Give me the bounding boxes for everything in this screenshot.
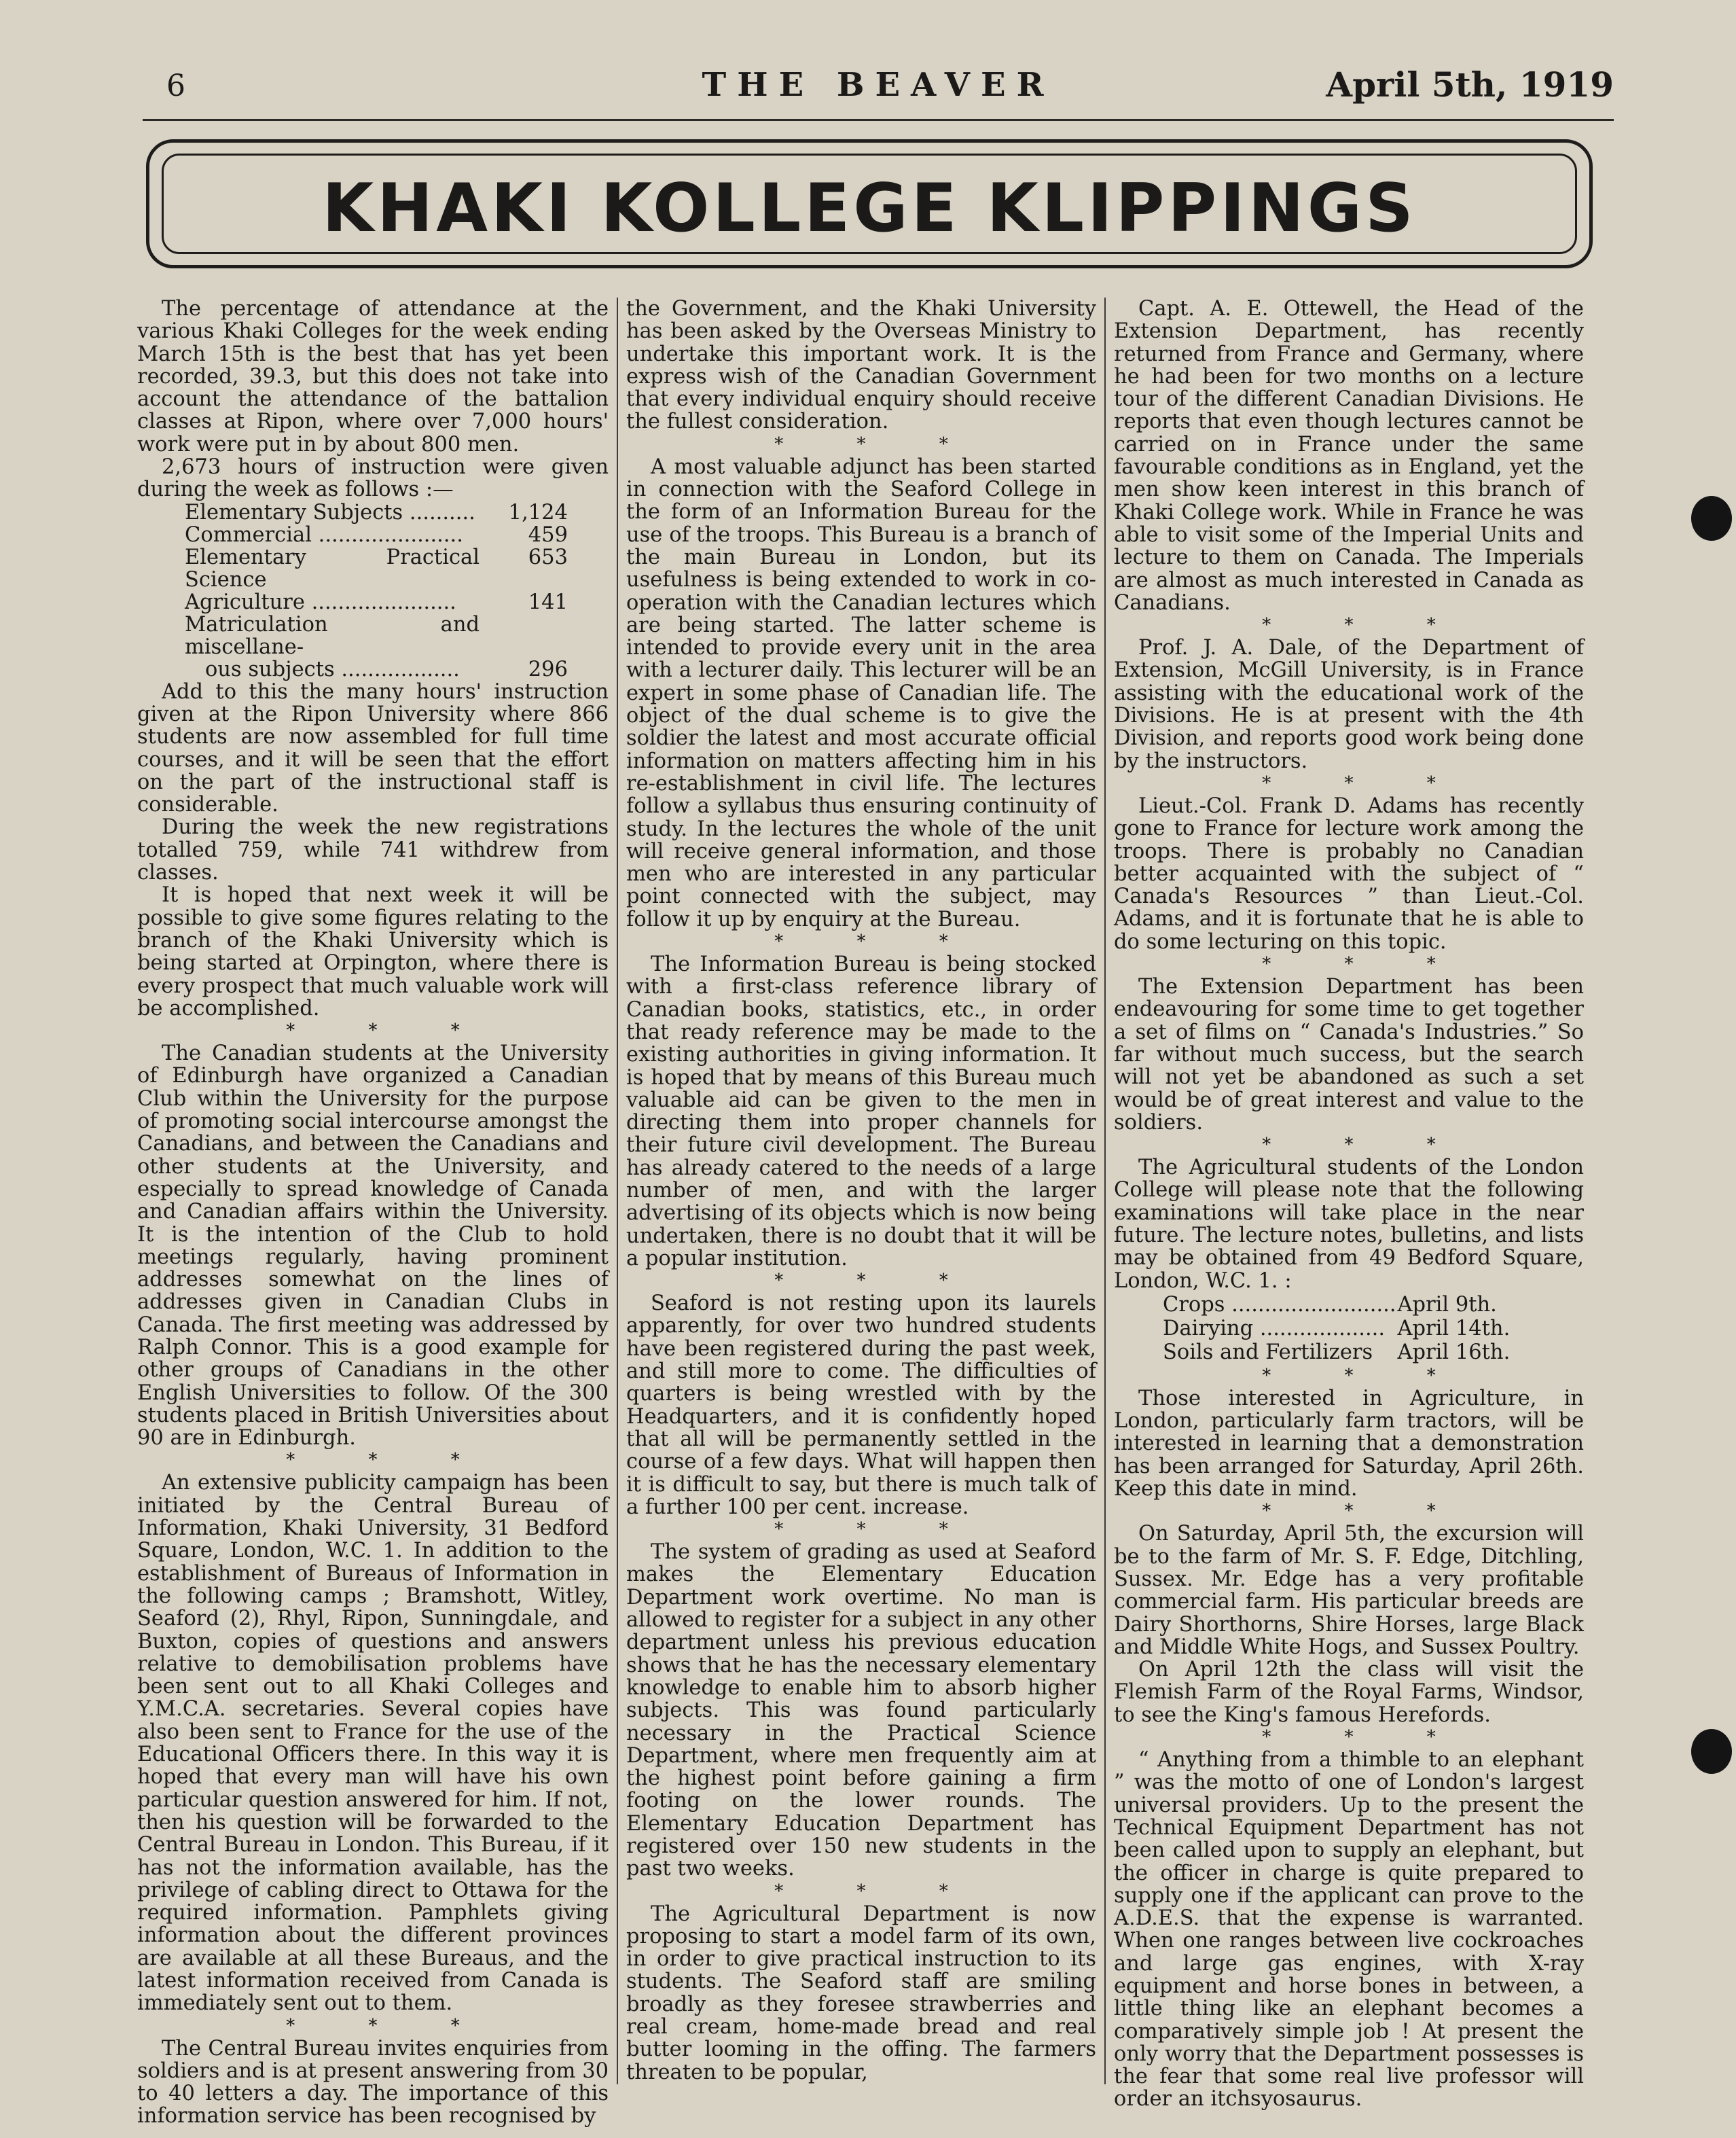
section-separator: * * *: [286, 1020, 494, 1041]
section-separator: * * *: [1262, 1727, 1470, 1748]
section-separator: * * *: [1262, 772, 1470, 794]
paragraph: A most valuable adjunct has been started in connection with the Seaford College in the form of an Information Bureau for the use of the troops. This Bureau is a branch of the main Bureau in London, but its usefulness is being extended to work in co-operation with the Canadian lectures which are being started. The latter scheme is intended to provide every unit in the area with a lecturer daily. This lecturer will be an expert in some phase of Canadian life. The object of the dual scheme is to give the soldier the latest and most accurate official information on matters affecting him in his re-establishment in civil life. The lectures follow a syllabus thus ensuring continuity of study. In the lectures the whole of the unit will receive general information, and those men who are interested in any particular point connected with the subject, may follow it up by enquiry at the Bureau.: [626, 455, 1096, 931]
paragraph: “ Anything from a thimble to an elephant ” was the motto of one of London's largest universal providers. Up to the present the Technical Equipment Department has not been called upon to supply an elephant, but the officer in charge is quite prepared to supply one if the applicant can prove to the A.D.E.S. that the expense is warranted. When one ranges between live cockroaches and large gas engines, with X-ray equipment and horse bones in between, a little thing like an elephant becomes a comparatively simple job ! At present the only worry that the Department possesses is the fear that some real live professor will order an itchsyosaurus.: [1114, 1748, 1584, 2112]
section-separator: * * *: [286, 1450, 494, 1471]
hours-table: [137, 501, 609, 681]
paragraph: The Information Bureau is being stocked with a first-class reference library of Canadian books, statistics, etc., in order that ready reference may be made to the existing authorities in giving information. It is hoped that by means of this Bureau much valuable aid can be given to the men in directing them into proper channels for their future civil development. The Bureau has already catered to the needs of a large number of men, and with the larger advertising of its objects which is now being undertaken, there is no doubt that it will be a popular institution.: [626, 952, 1096, 1270]
paragraph: An extensive publicity campaign has been initiated by the Central Bureau of Information, Khaki University, 31 Bedford Square, London, W.C. 1. In addition to the establishment of Bureaus of Information in the following camps ; Bramshott, Witley, Seaford (2), Rhyl, Ripon, Sunningdale, and Buxton, copies of questions and answers relative to demobilisation problems have been sent out to all Khaki Colleges and Y.M.C.A. secretaries. Several copies have also been sent to France for the use of the Educational Officers there. In this way it is hoped that every man will have his own particular question answered for him. If not, then his question will be forwarded to the Central Bureau in London. This Bureau, if it has not the information available, has the privilege of cabling direct to Ottawa for the required information. Pamphlets giving information about the different provinces are available at all these Bureaus, and the latest information received from Canada is immediately sent out to them.: [137, 1471, 609, 2016]
table-row: [137, 613, 609, 658]
subject-cell: Elementary Subjects ..........: [185, 500, 475, 524]
paragraph: Those interested in Agriculture, in London, particularly farm tractors, will be interested in learning that a demonstration has been arranged for Saturday, April 26th. Keep this date in mind.: [1114, 1386, 1584, 1501]
binder-hole-bottom: [1691, 1729, 1732, 1774]
paragraph: The percentage of attendance at the various Khaki Colleges for the week ending March 15th is the best that has yet been recorded, 39.3, but this does not take into account the attendance of the battalion classes at Ripon, where over 7,000 hours' work were put in by about 800 men.: [137, 297, 609, 457]
paragraph: Prof. J. A. Dale, of the Department of Extension, McGill University, is in France assisting with the educational work of the Divisions. He is at present with the 4th Division, and reports good work being done by the instructors.: [1114, 636, 1584, 773]
paragraph: The Canadian students at the University of Edinburgh have organized a Canadian Club within the University for the purpose of promoting social intercourse amongst the Canadians, and between the Canadians and other students at the University, and especially to spread knowledge of Canada and Canadian affairs within the University. It is the intention of the Club to hold meetings regularly, having prominent addresses somewhat on the lines of addresses given in Canadian Clubs in Canada. The first meeting was addressed by Ralph Connor. This is a good example for other groups of Canadians in the other English Universities to follow. Of the 300 students placed in British Universities about 90 are in Edinburgh.: [137, 1041, 609, 1450]
paragraph: The Agricultural students of the London College will please note that the following examinations will take place in the near future. The lecture notes, bulletins, and lists may be obtained from 49 Bedford Square, London, W.C. 1. :: [1114, 1156, 1584, 1293]
paragraph: On April 12th the class will visit the Flemish Farm of the Royal Farms, Windsor, to see the King's famous Herefords.: [1114, 1658, 1584, 1727]
hours-cell: 296: [528, 657, 568, 681]
exam-schedule-table: [1114, 1292, 1583, 1365]
table-row: [137, 501, 609, 524]
paragraph: On Saturday, April 5th, the excursion will be to the farm of Mr. S. F. Edge, Ditchling, Sussex. Mr. Edge has a very profitable commercial farm. His particular breeds are Dairy Shorthorns, Shire Horses, large Black and Middle White Hogs, and Sussex Poultry.: [1114, 1522, 1584, 1659]
paragraph: The Central Bureau invites enquiries from soldiers and is at present answering from 30 to 40 letters a day. The importance of this information service has been recognised by: [137, 2036, 609, 2128]
section-separator: * * *: [1262, 1501, 1470, 1522]
section-separator: * * *: [1262, 1135, 1470, 1156]
paragraph: The Extension Department has been endeavouring for some time to get together a set of films on “ Canada's Industries.” So far without much success, but the search will not yet be abandoned as such a set would be of great interest and value to the soldiers.: [1114, 975, 1584, 1135]
exam-date-cell: April 9th.: [1397, 1292, 1497, 1317]
section-separator: * * *: [286, 2015, 494, 2036]
hours-cell: 653: [528, 545, 568, 569]
table-row: [137, 524, 609, 546]
section-separator: * * *: [774, 1519, 982, 1540]
table-row: [1115, 1294, 1581, 1316]
table-row: [137, 658, 609, 681]
running-header: [143, 65, 1614, 121]
subject-cell: Elementary Practical Science: [185, 545, 480, 592]
paragraph: During the week the new registrations totalled 759, while 741 withdrew from classes.: [137, 815, 609, 885]
exam-subject-cell: Soils and Fertilizers: [1163, 1340, 1373, 1364]
column-3: [1104, 297, 1592, 2112]
hours-cell: [480, 613, 609, 658]
section-separator: * * *: [1262, 615, 1470, 636]
article-title: KHAKI KOLLEGE KLIPPINGS: [322, 170, 1417, 247]
section-separator: * * *: [774, 433, 982, 455]
section-separator: * * *: [1262, 954, 1470, 975]
column-1: [129, 297, 617, 2128]
subject-cell: Agriculture ......................: [185, 590, 456, 614]
section-separator: * * *: [774, 1270, 982, 1291]
title-banner: [146, 139, 1593, 268]
subject-cell: Matriculation and miscellane-: [185, 612, 480, 659]
hours-cell: 141: [528, 590, 568, 614]
paragraph: The system of grading as used at Seaford makes the Elementary Education Department work overtime. No man is allowed to register for a subject in any other department unless his previous education shows that he has the necessary elementary knowledge to enable him to absorb higher subjects. This was found particularly necessary in the Practical Science Department, where men frequently aim at the highest point before gaining a firm footing on the lower rounds. The Elementary Education Department has registered over 150 new students in the past two weeks.: [626, 1540, 1096, 1881]
column-2: [617, 298, 1104, 2084]
hours-cell: 459: [528, 522, 568, 547]
paragraph: Lieut.-Col. Frank D. Adams has recently gone to France for lecture work among the troops. There is probably no Canadian better acquainted with the subject of “ Canada's Resources ” than Lieut.-Col. Adams, and it is fortunate that he is able to do some lecturing on this topic.: [1114, 794, 1584, 954]
exam-date-cell: April 14th.: [1397, 1316, 1511, 1340]
issue-date: April 5th, 1919: [1326, 65, 1614, 105]
table-row: [1115, 1317, 1581, 1340]
paragraph: Add to this the many hours' instruction given at the Ripon University where 866 students are now assembled for full time courses, and it will be seen that the effort on the part of the instructional staff is considerable.: [137, 679, 609, 817]
binder-hole-top: [1691, 496, 1732, 541]
page-number: 6: [166, 69, 185, 103]
paragraph: Seaford is not resting upon its laurels apparently, for over two hundred students have been registered during the past week, and still more to come. The difficulties of quarters is being wrestled with by the Headquarters, and it is confidently hoped that all will be permanently settled in the course of a few days. What will happen then it is difficult to say, but there is much talk of a further 100 per cent. increase.: [626, 1291, 1096, 1519]
table-row: [137, 546, 609, 591]
journal-name: THE BEAVER: [702, 66, 1055, 104]
table-row: [1115, 1341, 1581, 1364]
paragraph: Capt. A. E. Ottewell, the Head of the Extension Department, has recently returned from France and Germany, where he had been for two months on a lecture tour of the different Canadian Divisions. He reports that even though lectures cannot be carried on in France under the same favourable conditions as in England, yet the men show keen interest in this branch of Khaki College work. While in France he was able to visit some of the Imperial Units and lecture to them on Canada. The Imperials are almost as much interested in Canada as Canadians.: [1114, 297, 1584, 615]
exam-subject-cell: Dairying ...................: [1163, 1316, 1386, 1340]
section-separator: * * *: [774, 931, 982, 952]
paragraph: It is hoped that next week it will be possible to give some figures relating to the branch of the Khaki University which is being started at Orpington, where there is every prospect that much valuable work will be accomplished.: [137, 883, 609, 1020]
subject-cell: Commercial ......................: [185, 522, 463, 547]
hours-cell: 1,124: [508, 500, 568, 524]
article-columns: [129, 297, 1610, 2128]
subject-cell: ous subjects ..................: [205, 657, 460, 681]
exam-date-cell: April 16th.: [1397, 1340, 1511, 1364]
table-row: [137, 591, 609, 613]
section-separator: * * *: [1262, 1365, 1470, 1386]
paragraph: the Government, and the Khaki University has been asked by the Overseas Ministry to undertake this important work. It is the express wish of the Canadian Government that every individual enquiry should receive the fullest consideration.: [626, 297, 1096, 434]
paragraph: The Agricultural Department is now proposing to start a model farm of its own, in order to give practical instruction to its students. The Seaford staff are smiling broadly as they foresee strawberries and real cream, home-made bread and real butter looming in the offing. The farmers threaten to be popular,: [626, 1902, 1096, 2084]
paragraph: 2,673 hours of instruction were given during the week as follows :—: [137, 455, 609, 502]
exam-subject-cell: Crops .........................: [1163, 1292, 1396, 1317]
section-separator: * * *: [774, 1881, 982, 1902]
